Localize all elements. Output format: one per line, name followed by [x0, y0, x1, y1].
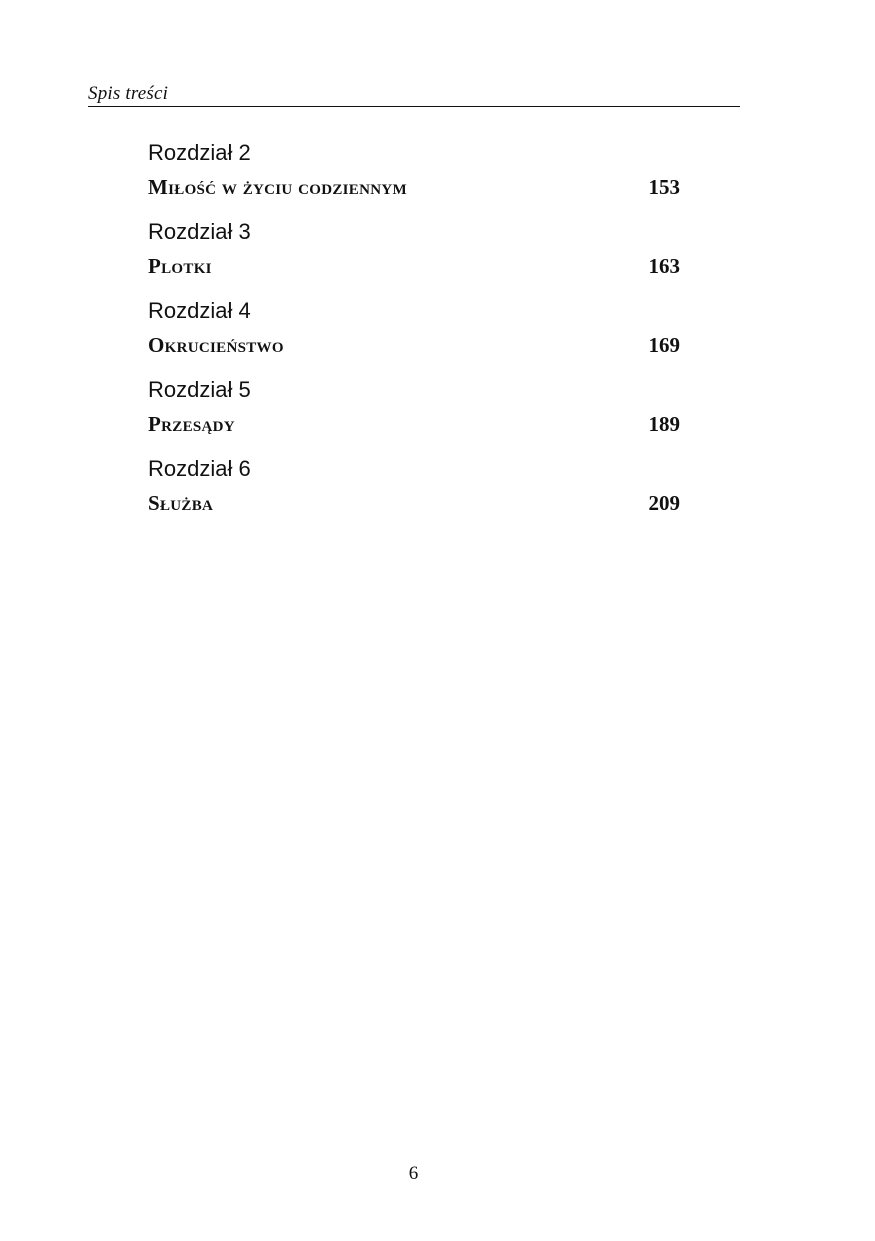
toc-entry[interactable] [148, 377, 680, 456]
toc-entry[interactable] [148, 456, 680, 535]
chapter-title: Okrucieństwo [148, 333, 284, 357]
chapter-title: Miłość w życiu codziennym [148, 175, 407, 199]
toc-entry[interactable] [148, 219, 680, 298]
chapter-label: Rozdział 3 [148, 219, 251, 244]
chapter-page-number: 163 [648, 254, 680, 278]
toc-entry[interactable] [148, 298, 680, 377]
chapter-label: Rozdział 6 [148, 456, 251, 481]
running-header [88, 82, 740, 107]
chapter-page-number: 169 [648, 333, 680, 357]
chapter-title: Służba [148, 491, 214, 515]
page-number: 6 [408, 1163, 419, 1184]
chapter-label: Rozdział 5 [148, 377, 251, 402]
chapter-title: Przesądy [148, 412, 235, 436]
chapter-title: Plotki [148, 254, 212, 278]
chapter-page-number: 189 [648, 412, 680, 436]
toc-entry[interactable] [148, 140, 680, 219]
running-title: Spis treści [88, 83, 169, 104]
chapter-page-number: 209 [648, 491, 680, 515]
table-of-contents [148, 140, 680, 535]
chapter-page-number: 153 [648, 175, 680, 199]
chapter-label: Rozdział 4 [148, 298, 251, 323]
chapter-label: Rozdział 2 [148, 140, 251, 165]
